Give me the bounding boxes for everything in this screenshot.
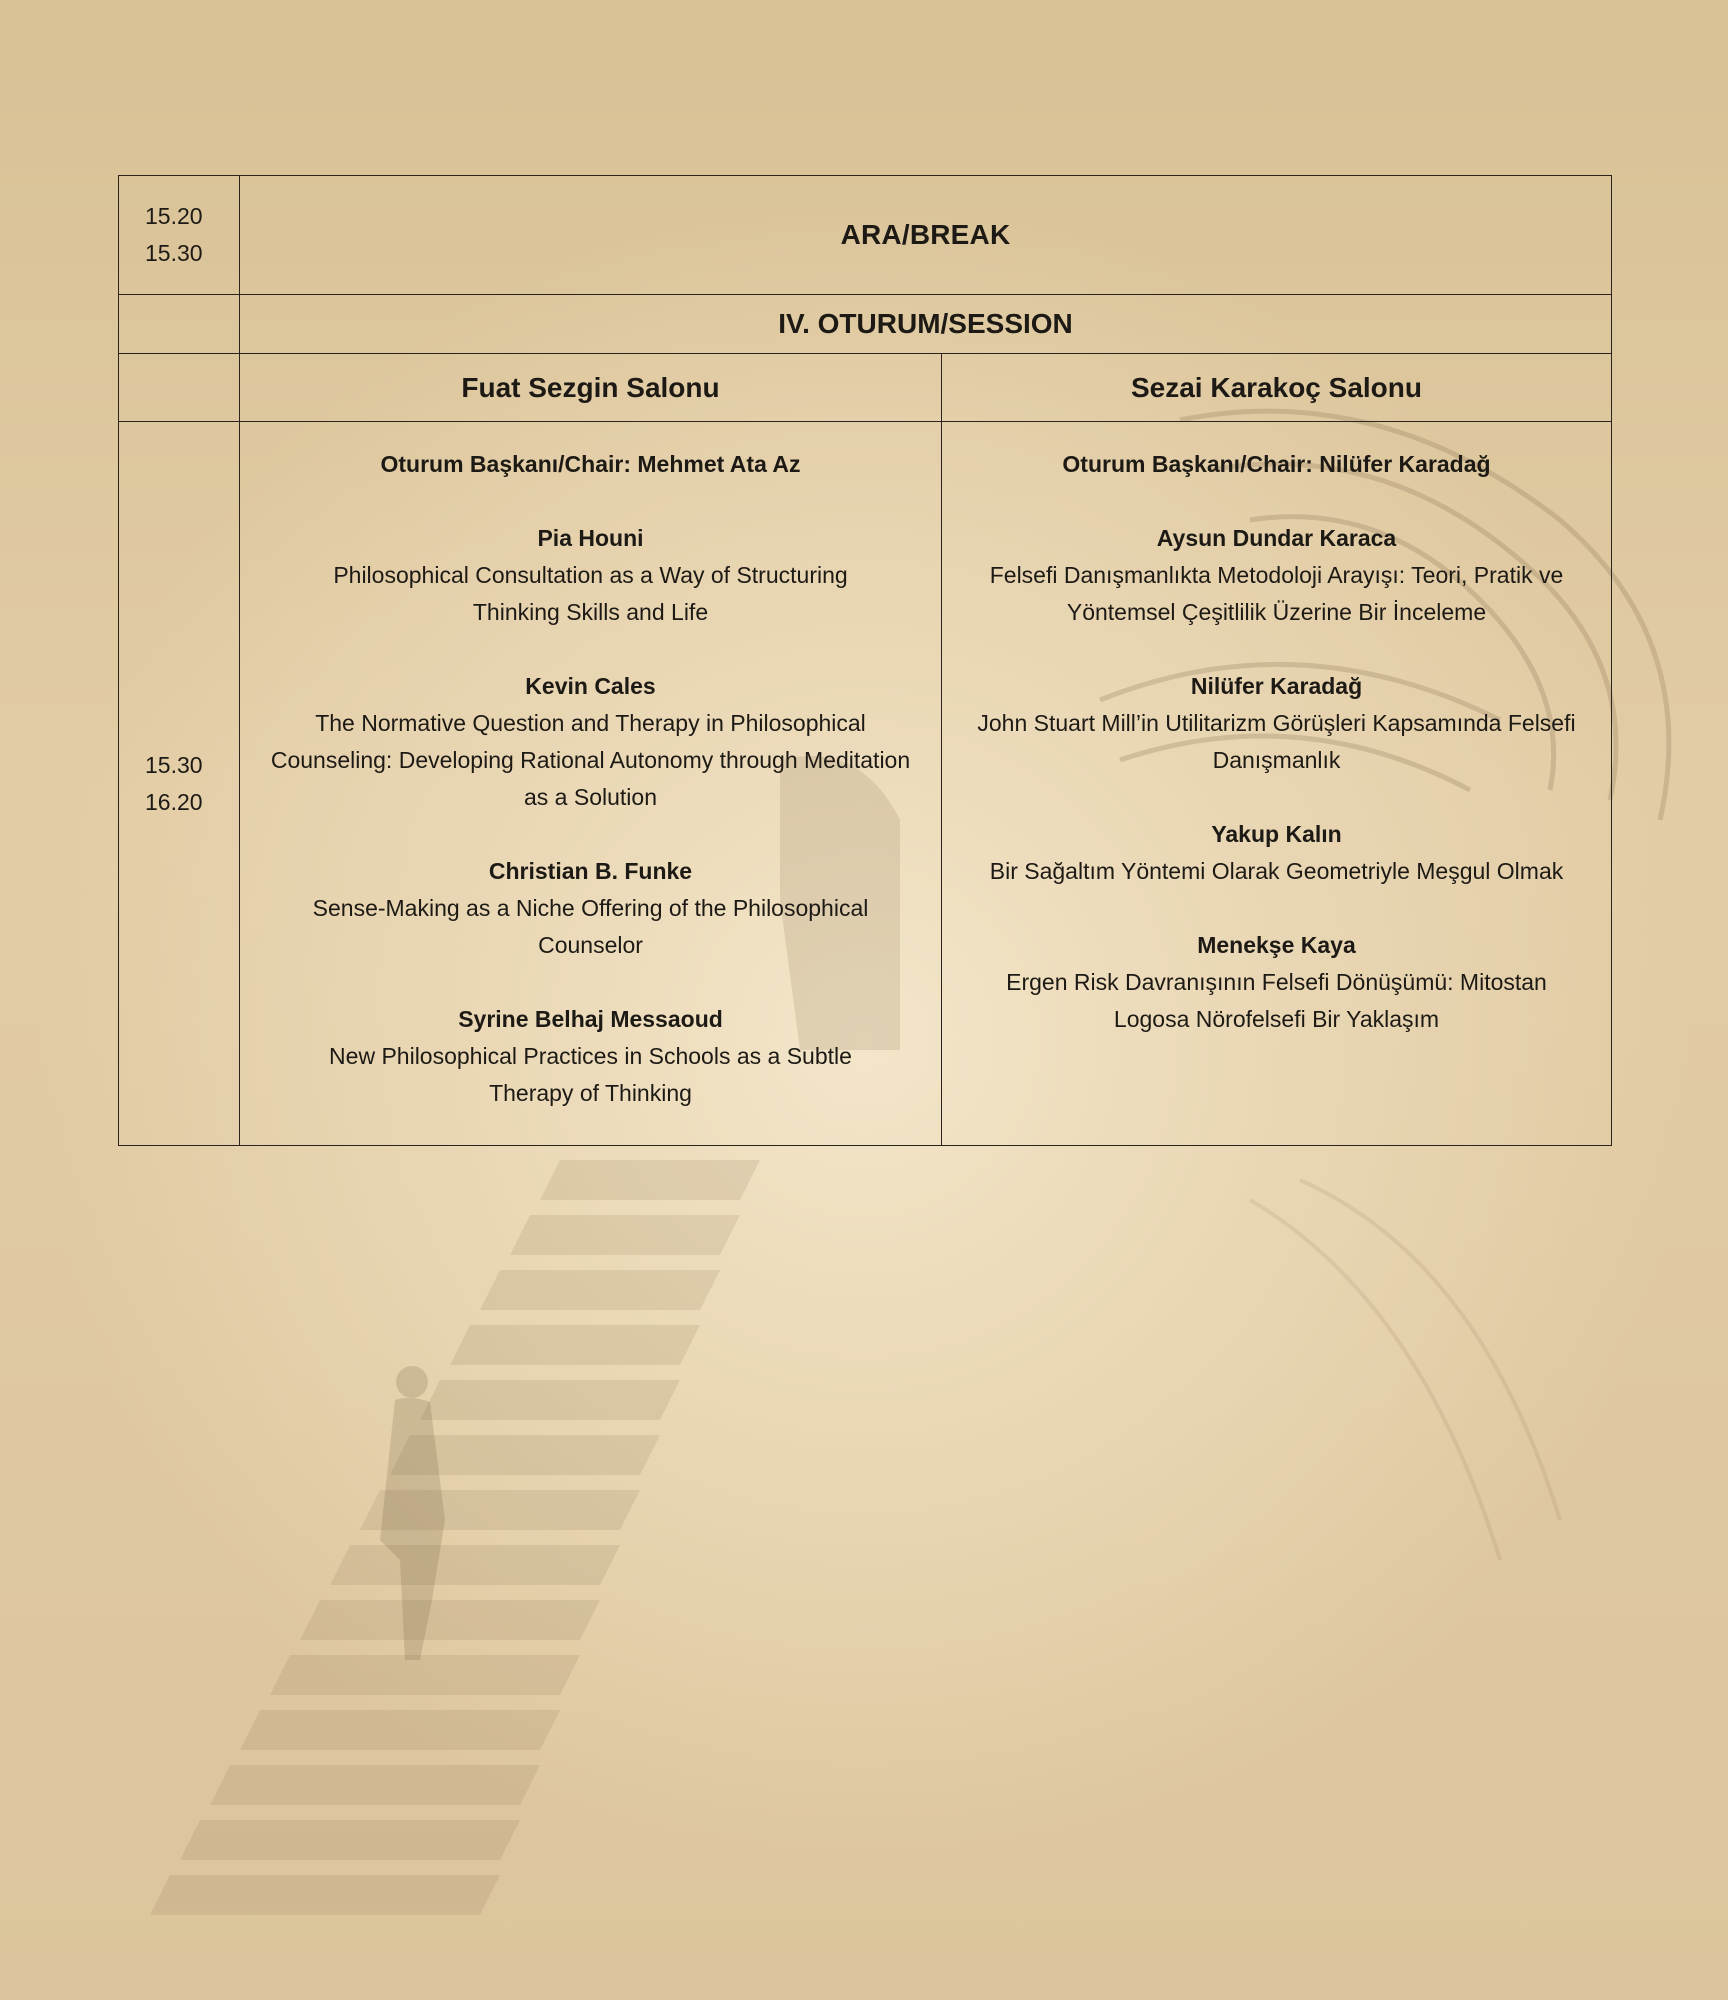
talk-title: Philosophical Consultation as a Way of Structuring Thinking Skills and Life	[333, 562, 848, 625]
talk-item	[258, 1001, 923, 1112]
talk-item	[960, 668, 1593, 779]
break-time-start: 15.20	[145, 203, 203, 229]
session-schedule-table	[118, 175, 1612, 1146]
talk-item	[960, 816, 1593, 890]
session-chair: Oturum Başkanı/Chair: Nilüfer Karadağ	[1062, 451, 1491, 477]
talk-item	[258, 668, 923, 816]
speaker-name: Kevin Cales	[525, 673, 656, 699]
talk-title: Felsefi Danışmanlıkta Metodoloji Arayışı: Teori, Pratik ve Yöntemsel Çeşitlilik Üzerine Bir İnceleme	[989, 562, 1564, 625]
session-time-start: 15.30	[145, 751, 203, 778]
session-title-time-cell	[119, 295, 240, 354]
break-row	[119, 176, 1612, 295]
speaker-name: Aysun Dundar Karaca	[1156, 525, 1397, 551]
talk-title: John Stuart Mill’in Utilitarizm Görüşleri Kapsamında Felsefi Danışmanlık	[977, 710, 1576, 773]
talk-title: Sense-Making as a Niche Offering of the Philosophical Counselor	[312, 895, 869, 958]
break-label: ARA/BREAK	[240, 176, 1612, 295]
hall-column-sezai-karakoc	[942, 422, 1612, 1146]
talk-title: Ergen Risk Davranışının Felsefi Dönüşümü: Mitostan Logosa Nörofelsefi Bir Yaklaşım	[1006, 969, 1547, 1032]
talk-title: The Normative Question and Therapy in Philosophical Counseling: Developing Rational Autonomy through Meditation as a Solution	[270, 710, 911, 810]
speaker-name: Syrine Belhaj Messaoud	[458, 1006, 723, 1032]
session-chair: Oturum Başkanı/Chair: Mehmet Ata Az	[380, 451, 801, 477]
talk-item	[960, 927, 1593, 1038]
hall-name-fuat-sezgin: Fuat Sezgin Salonu	[240, 354, 942, 422]
break-time-cell	[119, 176, 240, 295]
break-time-end: 15.30	[145, 240, 203, 266]
talk-item	[960, 520, 1593, 631]
speaker-name: Christian B. Funke	[488, 858, 693, 884]
session-talks-row	[119, 422, 1612, 1146]
speaker-name: Pia Houni	[537, 525, 644, 551]
hall-names-time-cell	[119, 354, 240, 422]
speaker-name: Yakup Kalın	[1211, 821, 1342, 847]
speaker-name: Nilüfer Karadağ	[1190, 673, 1363, 699]
speaker-name: Menekşe Kaya	[1197, 932, 1356, 958]
session-title: IV. OTURUM/SESSION	[240, 295, 1612, 354]
talk-title: Bir Sağaltım Yöntemi Olarak Geometriyle Meşgul Olmak	[989, 858, 1564, 884]
talk-item	[258, 520, 923, 631]
talk-title: New Philosophical Practices in Schools as a Subtle Therapy of Thinking	[329, 1043, 852, 1106]
talk-item	[258, 853, 923, 964]
hall-column-fuat-sezgin	[240, 422, 942, 1146]
hall-name-sezai-karakoc: Sezai Karakoç Salonu	[942, 354, 1612, 422]
session-time-cell	[119, 422, 240, 1146]
session-title-row	[119, 295, 1612, 354]
session-time-end: 16.20	[145, 788, 203, 815]
hall-names-row	[119, 354, 1612, 422]
